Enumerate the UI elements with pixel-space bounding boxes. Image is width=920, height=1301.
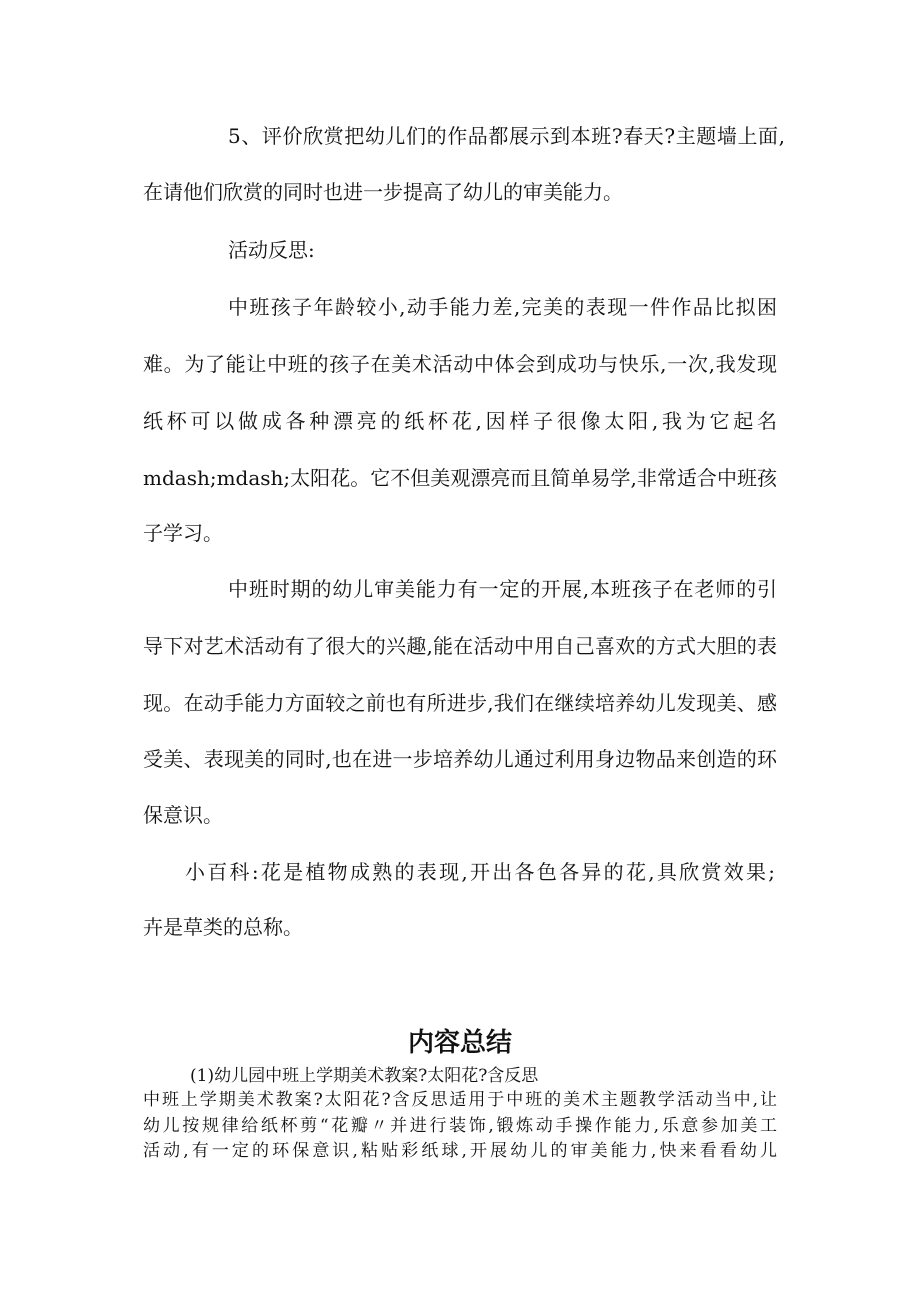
body-line: 导下对艺术活动有了很大的兴趣,能在活动中用自己喜欢的方式大胆的表 [143,634,777,658]
body-line: 中班时期的幼儿审美能力有一定的开展,本班孩子在老师的引 [228,577,777,601]
body-line: 受美、表现美的同时,也在进一步培养幼儿通过利用身边物品来创造的环 [143,747,777,771]
summary-line: 活动,有一定的环保意识,粘贴彩纸球,开展幼儿的审美能力,快来看看幼儿 [143,1141,777,1161]
body-line: 在请他们欣赏的同时也进一步提高了幼儿的审美能力。 [143,180,623,204]
section-heading: 活动反思: [228,238,315,262]
body-line: 难。为了能让中班的孩子在美术活动中体会到成功与快乐,一次,我发现 [143,352,777,376]
summary-line: 中班上学期美术教案?太阳花?含反思适用于中班的美术主题教学活动当中,让 [143,1090,777,1110]
body-line: 纸杯可以做成各种漂亮的纸杯花,因样子很像太阳,我为它起名 [143,409,777,433]
body-line: 现。在动手能力方面较之前也有所进步,我们在继续培养幼儿发现美、感 [143,691,777,715]
body-line: 子学习。 [143,521,223,545]
body-line: mdash;mdash;太阳花。它不但美观漂亮而且简单易学,非常适合中班孩 [143,466,777,490]
body-line: 保意识。 [143,803,223,827]
summary-line: 幼儿按规律给纸杯剪“花瓣〃并进行装饰,锻炼动手操作能力,乐意参加美工 [143,1116,777,1136]
summary-title: 内容总结 [407,1028,512,1058]
body-line: 卉是草类的总称。 [143,915,303,939]
body-line: 中班孩子年龄较小,动手能力差,完美的表现一件作品比拟困 [228,295,777,319]
summary-item: (1)幼儿园中班上学期美术教案?太阳花?含反思 [190,1066,539,1086]
body-line: 5、评价欣赏把幼儿们的作品都展示到本班?春天?主题墙上面, [228,124,785,148]
body-line: 小百科:花是植物成熟的表现,开出各色各异的花,具欣赏效果; [185,860,775,884]
